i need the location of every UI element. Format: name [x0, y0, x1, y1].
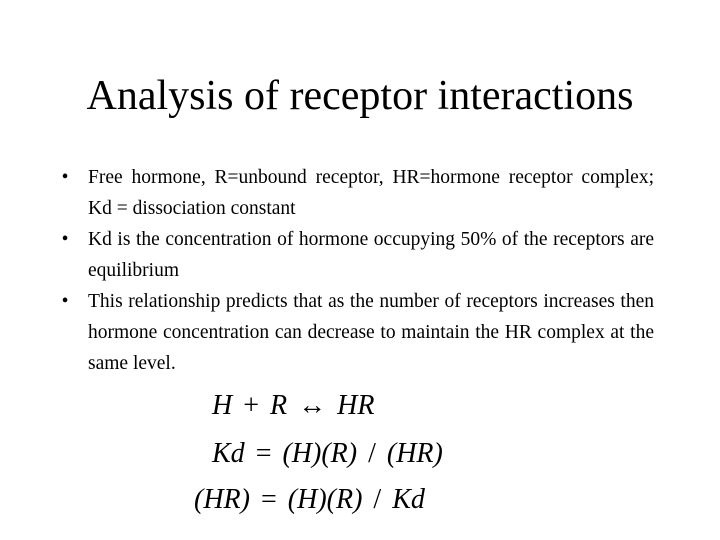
equation-term: H — [212, 390, 233, 421]
equation-term: Kd — [212, 438, 245, 469]
bullet-text: Free hormone, R=unbound receptor, HR=hormone receptor complex; Kd = dissociation constant — [88, 167, 654, 219]
equation-operator: / — [373, 484, 382, 515]
equation-term: R — [270, 390, 288, 421]
equations-block — [0, 388, 720, 528]
bullet-icon: • — [61, 167, 69, 188]
bullet-icon: • — [61, 291, 69, 312]
equation-term: Kd — [392, 484, 425, 515]
equation-term: (H)(R) — [287, 484, 363, 515]
bullet-list — [58, 162, 654, 379]
bullet-item — [58, 162, 654, 224]
bullet-item — [58, 224, 654, 286]
equation-term: (H)(R) — [282, 438, 358, 469]
equation-operator: / — [368, 438, 376, 469]
equation-operator: = — [255, 438, 272, 469]
equation-operator: + — [243, 390, 260, 421]
equation-binding-reaction — [212, 388, 374, 424]
equation-complex-concentration — [194, 482, 425, 518]
equation-term: (HR) — [386, 438, 443, 469]
slide-title: Analysis of receptor interactions — [86, 73, 634, 119]
equation-dissociation-constant — [212, 436, 443, 472]
bullet-icon: • — [61, 229, 69, 250]
equation-term: HR — [337, 390, 375, 421]
bullet-item — [58, 286, 654, 379]
bullet-text: Kd is the concentration of hormone occupying 50% of the receptors are equilibrium — [88, 229, 654, 281]
equation-operator: = — [260, 484, 277, 515]
equation-term: (HR) — [194, 484, 250, 515]
equation-operator: ↔ — [298, 390, 327, 421]
bullet-text: This relationship predicts that as the number of receptors increases then hormone concentration can decrease to maintain the HR complex at the same level. — [88, 291, 654, 374]
